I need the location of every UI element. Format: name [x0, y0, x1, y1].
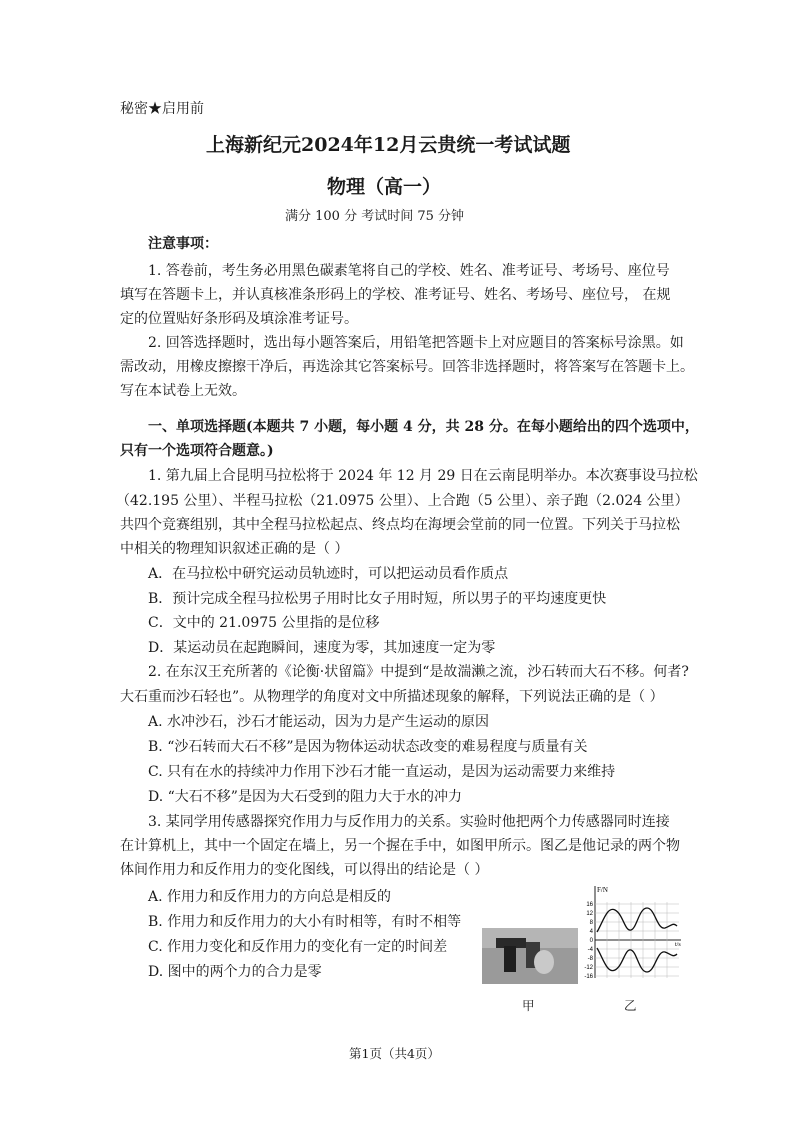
graph-tick-labels: [584, 902, 593, 980]
exam-title: 上海新纪元2024年12月云贵统一考试试题: [206, 134, 571, 156]
graph-x-label: t/s: [675, 942, 681, 948]
note-1-line-1: 1. 答卷前，考生务必用黑色碳素笔将自己的学校、姓名、准考证号、考场号、座位号: [148, 263, 670, 279]
q2-option-a: A. 水冲沙石，沙石才能运动，因为力是产生运动的原因: [148, 714, 490, 730]
q1-option-b: B．预计完成全程马拉松男子用时比女子用时短，所以男子的平均速度更快: [148, 591, 607, 607]
note-2-line-2: 需改动，用橡皮擦擦干净后，再选涂其它答案标号。回答非选择题时，将答案写在答题卡上。: [120, 359, 694, 375]
figure-label-b: 乙: [624, 998, 637, 1013]
q2-stem-line-2: 大石重而沙石轻也”。从物理学的角度对文中所描述现象的解释，下列说法正确的是（ ）: [120, 689, 664, 705]
q3-stem-line-1: 3. 某同学用传感器探究作用力与反作用力的关系。实验时他把两个力传感器同时连接: [148, 814, 670, 830]
section-heading-line-1: 一、单项选择题(本题共 7 小题，每小题 4 分，共 28 分。在每小题给出的四个选项中，: [148, 419, 699, 435]
note-1-line-3: 定的位置贴好条形码及填涂准考证号。: [120, 311, 358, 327]
q1-stem-line-4: 中相关的物理知识叙述正确的是（ ）: [120, 541, 349, 557]
tick-label: -12: [584, 965, 593, 971]
q3-stem-line-3: 体间作用力和反作用力的变化图线，可以得出的结论是（ ）: [120, 862, 489, 878]
figure-label-a: 甲: [522, 998, 535, 1013]
subject-title: 物理（高一）: [327, 176, 442, 198]
note-2-line-1: 2. 回答选择题时，选出每小题答案后，用铅笔把答题卡上对应题目的答案标号涂黑。如: [148, 335, 684, 351]
force-curve-positive: [597, 908, 677, 932]
q1-option-d: D．某运动员在起跑瞬间，速度为零，其加速度一定为零: [148, 640, 496, 656]
exam-meta: 满分 100 分 考试时间 75 分钟: [285, 209, 465, 224]
q2-stem-line-1: 2. 在东汉王充所著的《论衡·状留篇》中提到“是故湍濑之流，沙石转而大石不移。何者?: [148, 664, 689, 680]
force-curve-negative: [597, 948, 677, 972]
q2-option-b: B. “沙石转而大石不移”是因为物体运动状态改变的难易程度与质量有关: [148, 739, 588, 755]
force-time-graph: [575, 882, 685, 982]
page-footer: 第1页（共4页）: [349, 1046, 440, 1061]
tick-label: -4: [587, 947, 593, 953]
notes-heading: 注意事项：: [148, 236, 218, 252]
section-heading-line-2: 只有一个选项符合题意。): [120, 443, 274, 459]
tick-label: 12: [586, 911, 593, 917]
tick-label: 4: [589, 929, 593, 935]
sensor-photo-drawing: [482, 928, 578, 984]
tick-label: -8: [587, 956, 593, 962]
q2-option-c: C. 只有在水的持续冲力作用下沙石才能一直运动，是因为运动需要力来维持: [148, 764, 616, 780]
q3-option-d: D. 图中的两个力的合力是零: [148, 964, 322, 980]
q1-stem-line-2: （42.195 公里）、半程马拉松（21.0975 公里）、上合跑（5 公里）、亲子跑（2.024 公里）: [116, 493, 689, 509]
note-2-line-3: 写在本试卷上无效。: [120, 383, 246, 399]
q1-option-c: C．文中的 21.0975 公里指的是位移: [148, 615, 380, 631]
q1-stem-line-1: 1. 第九届上合昆明马拉松将于 2024 年 12 月 29 日在云南昆明举办。本次赛事设马拉松: [148, 468, 698, 484]
q3-option-b: B. 作用力和反作用力的大小有时相等，有时不相等: [148, 914, 462, 930]
tick-label: -16: [584, 974, 593, 980]
q2-option-d: D. “大石不移”是因为大石受到的阻力大于水的冲力: [148, 789, 462, 805]
q3-option-a: A. 作用力和反作用力的方向总是相反的: [148, 889, 392, 905]
sensor-photo: [482, 928, 578, 984]
q3-option-c: C. 作用力变化和反作用力的变化有一定的时间差: [148, 939, 448, 955]
q1-option-a: A．在马拉松中研究运动员轨迹时，可以把运动员看作质点: [148, 566, 509, 582]
tick-label: 0: [589, 938, 593, 944]
note-1-line-2: 填写在答题卡上，并认真核准条形码上的学校、准考证号、姓名、考场号、座位号， 在规: [120, 287, 671, 303]
tick-label: 16: [586, 902, 593, 908]
tick-label: 8: [589, 920, 593, 926]
q1-stem-line-3: 共四个竞赛组别，其中全程马拉松起点、终点均在海埂会堂前的同一位置。下列关于马拉松: [120, 517, 680, 533]
q3-stem-line-2: 在计算机上，其中一个固定在墙上，另一个握在手中，如图甲所示。图乙是他记录的两个物: [120, 838, 680, 854]
graph-y-label: F/N: [597, 886, 608, 894]
secret-label: 秘密★启用前: [120, 101, 204, 117]
